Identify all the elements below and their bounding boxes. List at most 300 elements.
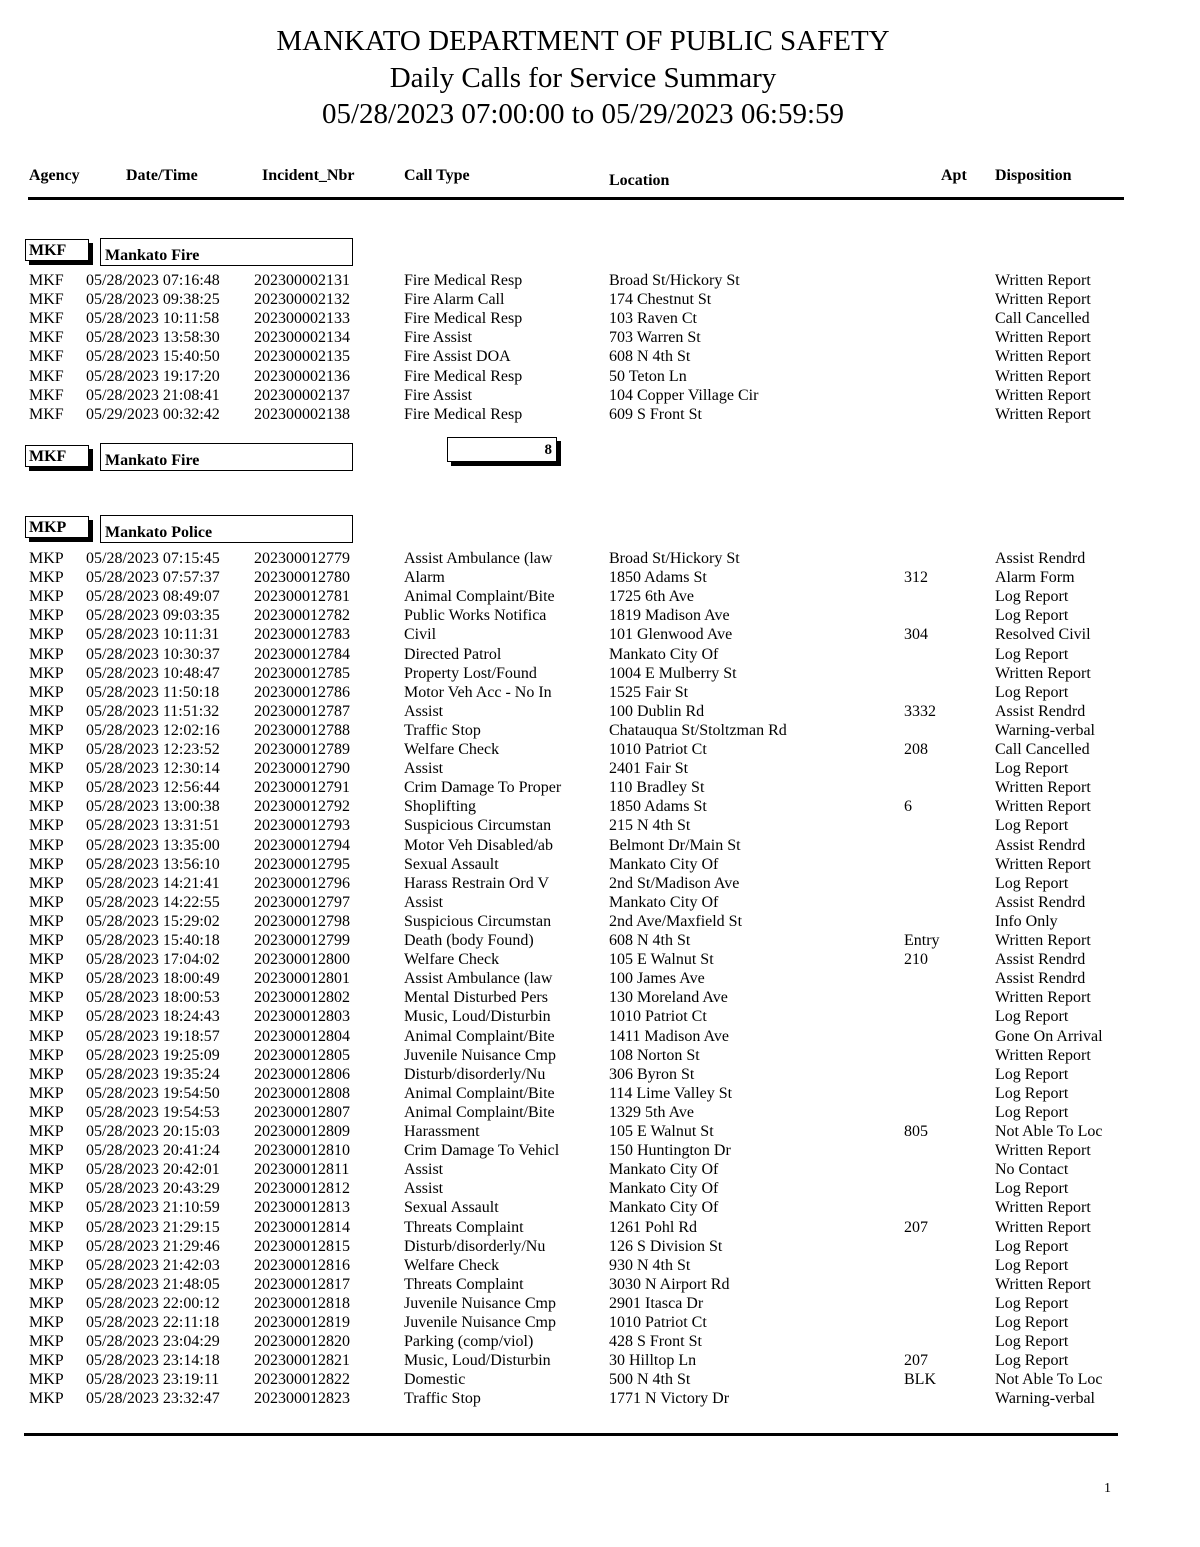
table-row: [0, 778, 1200, 797]
cell-call-type: Fire Medical Resp: [404, 310, 523, 328]
cell-datetime: 05/28/2023 21:42:03: [86, 1256, 220, 1274]
cell-agency: MKF: [29, 272, 64, 289]
cell-datetime: 05/28/2023 23:19:11: [86, 1371, 220, 1389]
cell-incident-number: 202300002132: [254, 291, 350, 309]
cell-disposition: Written Report: [995, 291, 1091, 309]
table-row: [0, 587, 1200, 606]
cell-call-type: Suspicious Circumstan: [404, 912, 552, 930]
cell-datetime: 05/28/2023 13:00:38: [86, 798, 220, 816]
cell-location: 110 Bradley St: [609, 779, 705, 797]
cell-disposition: Alarm Form: [995, 569, 1075, 587]
table-row: [0, 1007, 1200, 1026]
cell-incident-number: 202300002138: [254, 405, 350, 423]
col-header-disposition: Disposition: [995, 167, 1072, 184]
cell-call-type: Crim Damage To Proper: [404, 779, 562, 797]
cell-datetime: 05/28/2023 23:32:47: [86, 1390, 220, 1408]
table-row: [0, 1218, 1200, 1237]
cell-datetime: 05/29/2023 00:32:42: [86, 405, 220, 423]
cell-datetime: 05/28/2023 10:48:47: [86, 664, 220, 682]
cell-call-type: Disturb/disorderly/Nu: [404, 1237, 546, 1255]
cell-location: 2nd St/Madison Ave: [609, 874, 740, 892]
cell-location: 1329 5th Ave: [609, 1103, 695, 1121]
cell-call-type: Assist Ambulance (law: [404, 970, 553, 988]
cell-disposition: Written Report: [995, 329, 1091, 347]
cell-agency: MKP: [29, 588, 64, 606]
cell-agency: MKP: [29, 1275, 64, 1293]
cell-agency: MKP: [29, 1256, 64, 1274]
cell-datetime: 05/28/2023 13:35:00: [86, 836, 220, 854]
cell-location: 101 Glenwood Ave: [609, 626, 733, 644]
table-row: [0, 386, 1200, 405]
cell-location: 105 E Walnut St: [609, 951, 714, 969]
cell-agency: MKP: [29, 664, 64, 682]
cell-incident-number: 202300012779: [254, 550, 350, 567]
cell-agency: MKP: [29, 779, 64, 797]
cell-location: Mankato City Of: [609, 855, 719, 873]
cell-location: 1010 Patriot Ct: [609, 1008, 707, 1026]
cell-call-type: Welfare Check: [404, 1256, 500, 1274]
cell-agency: MKP: [29, 1237, 64, 1255]
cell-call-type: Parking (comp/viol): [404, 1333, 534, 1351]
cell-agency: MKP: [29, 1199, 64, 1217]
table-row: [0, 836, 1200, 855]
cell-incident-number: 202300012799: [254, 932, 350, 949]
cell-agency: MKP: [29, 989, 64, 1007]
cell-incident-number: 202300012786: [254, 683, 350, 701]
cell-datetime: 05/28/2023 15:40:18: [86, 932, 220, 949]
cell-datetime: 05/28/2023 15:29:02: [86, 912, 220, 930]
cell-agency: MKP: [29, 1352, 64, 1370]
cell-call-type: Harassment: [404, 1123, 480, 1140]
table-row: [0, 950, 1200, 969]
cell-call-type: Traffic Stop: [404, 1390, 481, 1408]
table-row: [0, 568, 1200, 587]
table-row: [0, 1103, 1200, 1122]
cell-location: 105 E Walnut St: [609, 1123, 714, 1140]
cell-call-type: Animal Complaint/Bite: [404, 1027, 555, 1045]
cell-datetime: 05/28/2023 07:57:37: [86, 569, 220, 587]
table-row: [0, 405, 1200, 424]
cell-apt: 312: [904, 569, 928, 587]
cell-agency: MKP: [29, 702, 64, 720]
cell-agency: MKF: [29, 310, 64, 328]
cell-location: 2nd Ave/Maxfield St: [609, 912, 743, 930]
cell-call-type: Welfare Check: [404, 951, 500, 969]
cell-incident-number: 202300012823: [254, 1390, 350, 1408]
cell-agency: MKP: [29, 912, 64, 930]
cell-location: Mankato City Of: [609, 1180, 719, 1198]
cell-disposition: Log Report: [995, 1008, 1069, 1026]
cell-call-type: Civil: [404, 626, 437, 644]
cell-agency: MKF: [29, 386, 64, 404]
cell-call-type: Fire Assist: [404, 329, 473, 347]
cell-disposition: Log Report: [995, 645, 1069, 663]
cell-disposition: Info Only: [995, 912, 1058, 930]
cell-incident-number: 202300012781: [254, 588, 350, 606]
cell-disposition: Resolved Civil: [995, 626, 1091, 644]
table-row: [0, 645, 1200, 664]
page-number: 1: [1104, 1481, 1111, 1496]
cell-agency: MKP: [29, 1065, 64, 1083]
cell-agency: MKP: [29, 836, 64, 854]
cell-disposition: Warning-verbal: [995, 721, 1095, 739]
cell-agency: MKP: [29, 855, 64, 873]
cell-datetime: 05/28/2023 11:51:32: [86, 702, 220, 720]
cell-agency: MKP: [29, 1008, 64, 1026]
cell-call-type: Assist Ambulance (law: [404, 550, 553, 567]
cell-datetime: 05/28/2023 20:43:29: [86, 1180, 220, 1198]
cell-disposition: Log Report: [995, 760, 1069, 778]
cell-location: 104 Copper Village Cir: [609, 386, 759, 404]
cell-datetime: 05/28/2023 08:49:07: [86, 588, 220, 606]
cell-incident-number: 202300002134: [254, 329, 350, 347]
table-row: [0, 367, 1200, 386]
cell-datetime: 05/28/2023 17:04:02: [86, 951, 220, 969]
cell-call-type: Suspicious Circumstan: [404, 817, 552, 835]
cell-call-type: Assist: [404, 1180, 444, 1198]
table-row: [0, 549, 1200, 568]
cell-location: 100 James Ave: [609, 970, 705, 988]
fire-group-code: MKF: [25, 239, 89, 261]
table-row: [0, 1179, 1200, 1198]
cell-apt: 210: [904, 951, 928, 969]
cell-disposition: Gone On Arrival: [995, 1027, 1103, 1045]
cell-agency: MKP: [29, 893, 64, 911]
table-row: [0, 1122, 1200, 1141]
cell-disposition: Assist Rendrd: [995, 970, 1086, 988]
cell-incident-number: 202300012816: [254, 1256, 350, 1274]
cell-datetime: 05/28/2023 20:15:03: [86, 1123, 220, 1140]
cell-location: 1850 Adams St: [609, 569, 707, 587]
cell-incident-number: 202300012804: [254, 1027, 350, 1045]
cell-agency: MKP: [29, 1218, 64, 1236]
cell-location: Mankato City Of: [609, 1199, 719, 1217]
cell-datetime: 05/28/2023 14:21:41: [86, 874, 220, 892]
cell-disposition: Log Report: [995, 1256, 1069, 1274]
cell-datetime: 05/28/2023 13:56:10: [86, 855, 220, 873]
cell-call-type: Sexual Assault: [404, 1199, 499, 1217]
cell-location: 608 N 4th St: [609, 932, 691, 949]
cell-location: Mankato City Of: [609, 893, 719, 911]
cell-datetime: 05/28/2023 18:00:49: [86, 970, 220, 988]
cell-call-type: Death (body Found): [404, 932, 534, 949]
cell-disposition: Written Report: [995, 348, 1091, 366]
cell-agency: MKP: [29, 721, 64, 739]
cell-location: Mankato City Of: [609, 645, 719, 663]
cell-datetime: 05/28/2023 19:17:20: [86, 367, 220, 385]
cell-disposition: Log Report: [995, 1103, 1069, 1121]
cell-incident-number: 202300012811: [254, 1161, 350, 1179]
cell-datetime: 05/28/2023 12:30:14: [86, 760, 220, 778]
cell-call-type: Motor Veh Disabled/ab: [404, 836, 554, 854]
cell-location: 30 Hilltop Ln: [609, 1352, 697, 1370]
cell-incident-number: 202300012795: [254, 855, 350, 873]
table-row: [0, 290, 1200, 309]
cell-call-type: Shoplifting: [404, 798, 477, 816]
cell-location: Chatauqua St/Stoltzman Rd: [609, 721, 787, 739]
cell-location: 1525 Fair St: [609, 683, 689, 701]
cell-incident-number: 202300012796: [254, 874, 350, 892]
cell-datetime: 05/28/2023 19:54:50: [86, 1084, 220, 1102]
police-group-code: MKP: [25, 516, 89, 538]
cell-datetime: 05/28/2023 12:56:44: [86, 779, 220, 797]
report-department: MANKATO DEPARTMENT OF PUBLIC SAFETY: [276, 25, 890, 57]
fire-group-name: Mankato Fire: [100, 238, 353, 266]
cell-call-type: Assist: [404, 893, 444, 911]
col-header-location: Location: [609, 172, 670, 189]
cell-location: 114 Lime Valley St: [609, 1084, 733, 1102]
cell-call-type: Fire Assist DOA: [404, 348, 511, 366]
cell-agency: MKP: [29, 741, 64, 758]
cell-location: 703 Warren St: [609, 329, 701, 347]
report-subtitle: Daily Calls for Service Summary: [389, 62, 777, 94]
cell-call-type: Animal Complaint/Bite: [404, 1103, 555, 1121]
cell-call-type: Juvenile Nuisance Cmp: [404, 1046, 556, 1064]
cell-location: 126 S Division St: [609, 1237, 723, 1255]
police-group-name: Mankato Police: [100, 515, 353, 543]
cell-agency: MKP: [29, 1161, 64, 1179]
header-rule: [28, 197, 1124, 200]
cell-apt: 304: [904, 626, 928, 644]
cell-disposition: Warning-verbal: [995, 1390, 1095, 1408]
cell-datetime: 05/28/2023 19:35:24: [86, 1065, 220, 1083]
cell-call-type: Domestic: [404, 1371, 466, 1389]
cell-agency: MKP: [29, 1371, 64, 1389]
cell-agency: MKF: [29, 291, 64, 309]
cell-incident-number: 202300012807: [254, 1103, 350, 1121]
table-row: [0, 1256, 1200, 1275]
cell-call-type: Public Works Notifica: [404, 607, 547, 625]
cell-disposition: Log Report: [995, 683, 1069, 701]
cell-agency: MKP: [29, 626, 64, 644]
cell-location: 608 N 4th St: [609, 348, 691, 366]
footer-rule: [24, 1433, 1118, 1436]
cell-datetime: 05/28/2023 20:42:01: [86, 1161, 220, 1179]
cell-incident-number: 202300012813: [254, 1199, 350, 1217]
cell-datetime: 05/28/2023 13:58:30: [86, 329, 220, 347]
cell-datetime: 05/28/2023 23:04:29: [86, 1333, 220, 1351]
cell-incident-number: 202300012787: [254, 702, 350, 720]
table-row: [0, 347, 1200, 366]
cell-apt: 3332: [904, 702, 936, 720]
cell-datetime: 05/28/2023 07:15:45: [86, 550, 220, 567]
table-row: [0, 931, 1200, 950]
cell-agency: MKF: [29, 329, 64, 347]
cell-call-type: Crim Damage To Vehicl: [404, 1142, 560, 1160]
cell-disposition: Written Report: [995, 405, 1091, 423]
table-row: [0, 271, 1200, 290]
cell-datetime: 05/28/2023 18:00:53: [86, 989, 220, 1007]
cell-call-type: Fire Assist: [404, 386, 473, 404]
table-row: [0, 1370, 1200, 1389]
cell-datetime: 05/28/2023 14:22:55: [86, 893, 220, 911]
cell-apt: 6: [904, 798, 912, 816]
cell-disposition: Assist Rendrd: [995, 836, 1086, 854]
cell-location: 2901 Itasca Dr: [609, 1294, 704, 1312]
cell-incident-number: 202300012820: [254, 1333, 350, 1351]
cell-datetime: 05/28/2023 20:41:24: [86, 1142, 220, 1160]
cell-incident-number: 202300012783: [254, 626, 350, 644]
cell-incident-number: 202300012797: [254, 893, 350, 911]
cell-call-type: Threats Complaint: [404, 1218, 524, 1236]
table-row: [0, 797, 1200, 816]
cell-disposition: Written Report: [995, 664, 1091, 682]
cell-disposition: Written Report: [995, 798, 1091, 816]
cell-agency: MKP: [29, 1046, 64, 1064]
table-row: [0, 328, 1200, 347]
cell-call-type: Disturb/disorderly/Nu: [404, 1065, 546, 1083]
cell-disposition: Written Report: [995, 855, 1091, 873]
cell-disposition: Log Report: [995, 1314, 1069, 1331]
table-row: [0, 683, 1200, 702]
cell-datetime: 05/28/2023 19:18:57: [86, 1027, 220, 1045]
cell-datetime: 05/28/2023 18:24:43: [86, 1008, 220, 1026]
cell-call-type: Music, Loud/Disturbin: [404, 1008, 551, 1026]
cell-disposition: No Contact: [995, 1161, 1069, 1179]
fire-footer-code: MKF: [25, 445, 89, 467]
col-header-incident: Incident_Nbr: [262, 167, 355, 184]
table-row: [0, 1332, 1200, 1351]
cell-incident-number: 202300012809: [254, 1123, 350, 1140]
cell-disposition: Log Report: [995, 1294, 1069, 1312]
table-row: [0, 1160, 1200, 1179]
cell-disposition: Written Report: [995, 386, 1091, 404]
cell-disposition: Written Report: [995, 1199, 1091, 1217]
cell-location: 1261 Pohl Rd: [609, 1218, 698, 1236]
cell-agency: MKP: [29, 1314, 64, 1331]
cell-incident-number: 202300002133: [254, 310, 350, 328]
cell-incident-number: 202300012812: [254, 1180, 350, 1198]
col-header-datetime: Date/Time: [126, 167, 198, 184]
cell-datetime: 05/28/2023 19:25:09: [86, 1046, 220, 1064]
cell-disposition: Assist Rendrd: [995, 951, 1086, 969]
cell-agency: MKP: [29, 550, 64, 567]
cell-disposition: Log Report: [995, 1237, 1069, 1255]
cell-datetime: 05/28/2023 10:11:58: [86, 310, 220, 328]
cell-call-type: Animal Complaint/Bite: [404, 588, 555, 606]
table-row: [0, 721, 1200, 740]
cell-agency: MKP: [29, 1180, 64, 1198]
cell-location: 215 N 4th St: [609, 817, 691, 835]
cell-incident-number: 202300012801: [254, 970, 350, 988]
cell-incident-number: 202300012782: [254, 607, 350, 625]
cell-agency: MKP: [29, 951, 64, 969]
cell-datetime: 05/28/2023 12:02:16: [86, 721, 220, 739]
cell-disposition: Not Able To Loc: [995, 1123, 1103, 1140]
cell-location: 150 Huntington Dr: [609, 1142, 731, 1160]
cell-agency: MKP: [29, 874, 64, 892]
cell-disposition: Written Report: [995, 1142, 1091, 1160]
cell-disposition: Log Report: [995, 607, 1069, 625]
table-row: [0, 988, 1200, 1007]
table-row: [0, 1351, 1200, 1370]
cell-call-type: Harass Restrain Ord V: [404, 874, 550, 892]
table-row: [0, 1237, 1200, 1256]
report-date-range: 05/28/2023 07:00:00 to 05/29/2023 06:59:59: [321, 98, 844, 130]
cell-call-type: Music, Loud/Disturbin: [404, 1352, 551, 1370]
cell-incident-number: 202300012785: [254, 664, 350, 682]
cell-datetime: 05/28/2023 19:54:53: [86, 1103, 220, 1121]
cell-disposition: Log Report: [995, 1065, 1069, 1083]
cell-agency: MKP: [29, 645, 64, 663]
cell-agency: MKF: [29, 348, 64, 366]
cell-location: 1819 Madison Ave: [609, 607, 730, 625]
cell-datetime: 05/28/2023 22:00:12: [86, 1294, 220, 1312]
cell-disposition: Assist Rendrd: [995, 550, 1086, 567]
cell-call-type: Fire Medical Resp: [404, 272, 523, 289]
cell-disposition: Log Report: [995, 874, 1069, 892]
cell-incident-number: 202300012802: [254, 989, 350, 1007]
table-row: [0, 1275, 1200, 1294]
cell-location: 500 N 4th St: [609, 1371, 691, 1389]
cell-agency: MKP: [29, 569, 64, 587]
cell-disposition: Log Report: [995, 1333, 1069, 1351]
cell-incident-number: 202300012791: [254, 779, 350, 797]
fire-call-count: 8: [447, 437, 557, 462]
cell-call-type: Alarm: [404, 569, 445, 587]
cell-location: 1725 6th Ave: [609, 588, 695, 606]
cell-location: 108 Norton St: [609, 1046, 700, 1064]
cell-location: Belmont Dr/Main St: [609, 836, 741, 854]
cell-agency: MKP: [29, 1084, 64, 1102]
cell-incident-number: 202300012780: [254, 569, 350, 587]
cell-call-type: Property Lost/Found: [404, 664, 537, 682]
cell-incident-number: 202300002135: [254, 348, 350, 366]
cell-incident-number: 202300012784: [254, 645, 350, 663]
table-row: [0, 1141, 1200, 1160]
table-row: [0, 1198, 1200, 1217]
cell-disposition: Written Report: [995, 1275, 1091, 1293]
cell-incident-number: 202300002137: [254, 386, 350, 404]
cell-incident-number: 202300012789: [254, 741, 350, 758]
cell-call-type: Traffic Stop: [404, 721, 481, 739]
cell-incident-number: 202300012794: [254, 836, 350, 854]
cell-location: 930 N 4th St: [609, 1256, 691, 1274]
cell-call-type: Juvenile Nuisance Cmp: [404, 1314, 556, 1331]
cell-disposition: Written Report: [995, 932, 1091, 949]
cell-location: 1850 Adams St: [609, 798, 707, 816]
cell-disposition: Written Report: [995, 779, 1091, 797]
cell-location: 1004 E Mulberry St: [609, 664, 737, 682]
cell-datetime: 05/28/2023 11:50:18: [86, 683, 220, 701]
cell-datetime: 05/28/2023 10:11:31: [86, 626, 220, 644]
cell-incident-number: 202300012810: [254, 1142, 350, 1160]
cell-disposition: Log Report: [995, 817, 1069, 835]
cell-disposition: Call Cancelled: [995, 310, 1090, 328]
cell-call-type: Sexual Assault: [404, 855, 499, 873]
col-header-agency: Agency: [29, 167, 80, 184]
cell-agency: MKP: [29, 1027, 64, 1045]
cell-agency: MKP: [29, 932, 64, 949]
cell-disposition: Written Report: [995, 1046, 1091, 1064]
cell-datetime: 05/28/2023 21:10:59: [86, 1199, 220, 1217]
cell-location: 103 Raven Ct: [609, 310, 697, 328]
cell-location: Mankato City Of: [609, 1161, 719, 1179]
table-row: [0, 1313, 1200, 1332]
cell-agency: MKP: [29, 1333, 64, 1351]
table-row: [0, 816, 1200, 835]
cell-disposition: Written Report: [995, 272, 1091, 289]
table-row: [0, 969, 1200, 988]
table-row: [0, 1027, 1200, 1046]
cell-datetime: 05/28/2023 09:03:35: [86, 607, 220, 625]
cell-datetime: 05/28/2023 23:14:18: [86, 1352, 220, 1370]
cell-agency: MKP: [29, 817, 64, 835]
cell-incident-number: 202300012817: [254, 1275, 350, 1293]
table-row: [0, 625, 1200, 644]
col-header-apt: Apt: [941, 167, 967, 184]
cell-incident-number: 202300012814: [254, 1218, 350, 1236]
